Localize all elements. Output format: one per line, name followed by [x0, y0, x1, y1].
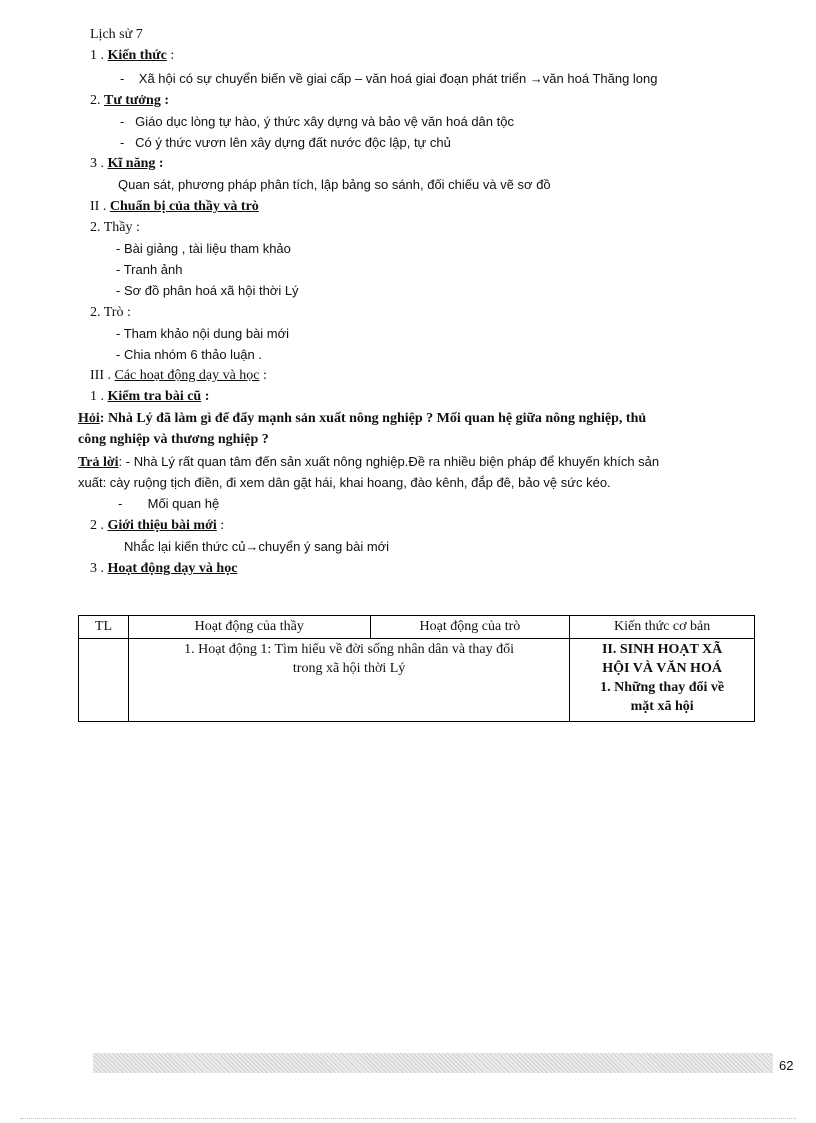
- answer-line: xuất: cày ruộng tịch điền, đi xem dân gặt hái, khai hoang, đào kênh, đắp đê, bảo vệ sức kéo.: [78, 475, 611, 490]
- heading-chuan-bi: II . Chuẩn bị của thầy và trò: [90, 199, 259, 214]
- list-item: - Có ý thức vươn lên xây dựng đất nước độc lập, tự chủ: [120, 135, 451, 150]
- footer-bar: [93, 1053, 773, 1073]
- cell-activity: 1. Hoạt động 1: Tìm hiểu về đời sống nhân dân và thay đổi trong xã hội thời Lý: [128, 639, 569, 722]
- heading-kien-thuc: 1 . Kiến thức :: [90, 48, 175, 63]
- answer-line: Trả lời: - Nhà Lý rất quan tâm đến sản xuất nông nghiệp.Đề ra nhiều biện pháp để khuyến khích sản: [78, 454, 660, 470]
- list-item: - Sơ đồ phân hoá xã hội thời Lý: [116, 283, 299, 298]
- table-row: [79, 639, 755, 722]
- header-cell-thay: Hoạt động của thầy: [128, 616, 370, 639]
- table-header-row: [79, 616, 755, 639]
- heading-kien-thuc-title: Kiến thức: [107, 48, 167, 63]
- header-cell-tro: Hoạt động của trò: [370, 616, 570, 639]
- cell-kien-thuc: II. SINH HOẠT XÃ HỘI VÀ VĂN HOÁ 1. Những thay đổi về mặt xã hội: [570, 639, 755, 722]
- list-item: - Mối quan hệ: [118, 496, 220, 511]
- header-cell-tl: TL: [79, 616, 129, 639]
- gioi-thieu-text: Nhắc lại kiến thức củ→chuyển ý sang bài mới: [124, 539, 390, 554]
- page-number: 62: [779, 1058, 794, 1073]
- page-bottom-divider: [20, 1118, 796, 1119]
- heading-kiem-tra: 1 . Kiểm tra bài cũ :: [90, 389, 210, 404]
- list-item: - Bài giảng , tài liệu tham khảo: [116, 241, 291, 256]
- list-item: - Chia nhóm 6 thảo luận .: [116, 347, 262, 362]
- list-item: - Tham khảo nội dung bài mới: [116, 326, 290, 341]
- header-cell-kien-thuc: Kiến thức cơ bản: [570, 616, 755, 639]
- subject-header: Lịch sử 7: [90, 27, 143, 42]
- activity-table: [78, 615, 755, 722]
- heading-tro: 2. Trò :: [90, 305, 131, 320]
- heading-hoat-dong: III . Các hoạt động dạy và học :: [90, 368, 267, 383]
- heading-tu-tuong: 2. Tư tưởng :: [90, 93, 170, 108]
- heading-gioi-thieu: 2 . Giới thiệu bài mới :: [90, 518, 225, 533]
- list-item: - Tranh ảnh: [116, 262, 183, 277]
- question-line: Hỏi: Nhà Lý đã làm gì để đẩy mạnh sản xuất nông nghiệp ? Mối quan hệ giữa nông nghiệp, thủ: [78, 411, 647, 426]
- heading-ki-nang: 3 . Kĩ năng :: [90, 156, 164, 171]
- ki-nang-text: Quan sát, phương pháp phân tích, lập bảng so sánh, đối chiếu và vẽ sơ đồ: [118, 177, 551, 192]
- heading-thay: 2. Thầy :: [90, 220, 140, 235]
- list-item: - Giáo dục lòng tự hào, ý thức xây dựng và bảo vệ văn hoá dân tộc: [120, 114, 514, 129]
- cell-tl: [79, 639, 129, 722]
- list-item: - Xã hội có sự chuyển biến về giai cấp – văn hoá giai đoạn phát triển →văn hoá Thăng long: [120, 71, 658, 86]
- question-line: công nghiệp và thương nghiệp ?: [78, 432, 269, 447]
- heading-hoat-dong-day-hoc: 3 . Hoạt động dạy và học: [90, 561, 238, 576]
